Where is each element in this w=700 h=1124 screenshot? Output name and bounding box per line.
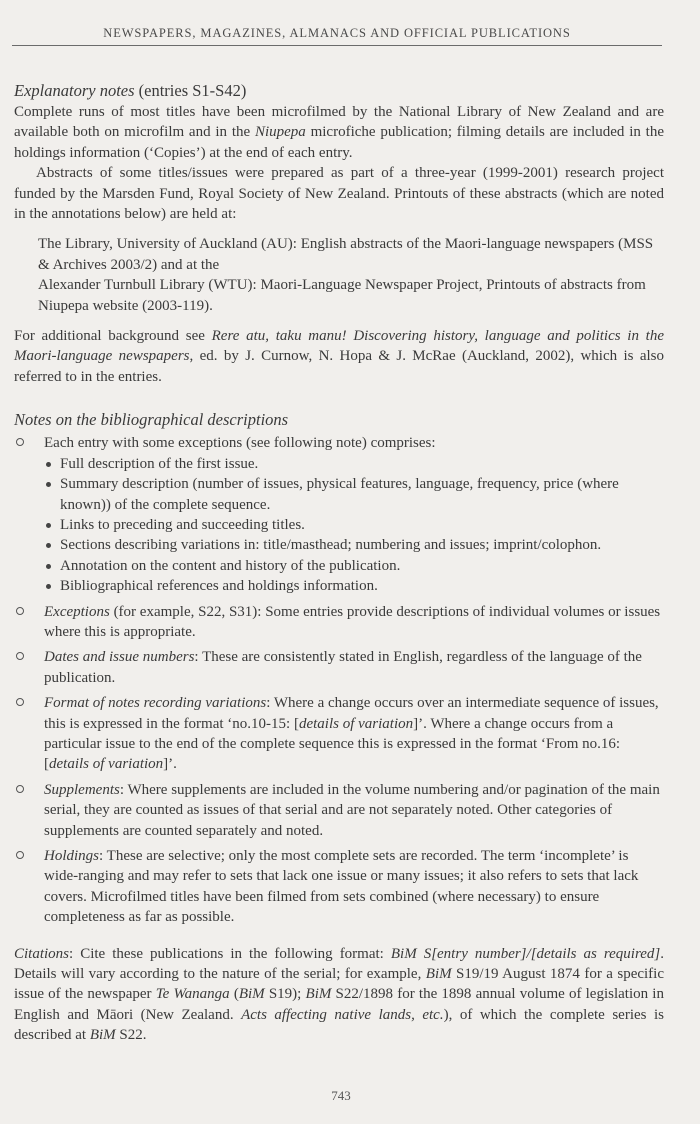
circle-bullet-icon — [16, 652, 24, 660]
note-holdings: Holdings: These are selective; only the most complete sets are recorded. The term ‘incomplete’ is wide-ranging and may refer to sets that lack one issue or many issues; it also refers to sets that lack covers. Microfilmed titles have been filmed from sets combined (where necessary) to ensure completeness as far as possible. — [14, 846, 664, 928]
note-exceptions: Exceptions (for example, S22, S31): Some entries provide descriptions of individual volumes or issues where this is appropriate. — [14, 602, 664, 643]
bullet-icon — [46, 462, 51, 467]
page-body — [14, 80, 664, 1046]
running-header: NEWSPAPERS, MAGAZINES, ALMANACS AND OFFICIAL PUBLICATIONS — [12, 26, 662, 46]
bullet-icon — [46, 523, 51, 528]
circle-bullet-icon — [16, 607, 24, 615]
note-dates: Dates and issue numbers: These are consistently stated in English, regardless of the language of the publication. — [14, 647, 664, 688]
list-item: Links to preceding and succeeding titles. — [44, 515, 664, 535]
list-item: Sections describing variations in: title/masthead; numbering and issues; imprint/colophon. — [44, 535, 664, 555]
entry-components-list — [44, 454, 664, 597]
bullet-icon — [46, 584, 51, 589]
notes-title: Notes on the bibliographical descriptions — [14, 410, 289, 430]
additional-background: For additional background see Rere atu, taku manu! Discovering history, language and politics in the Maori-language newspapers, ed. by J. Curnow, N. Hopa & J. McRae (Auckland, 2002), which is also referred to in the entries. — [14, 328, 664, 385]
note-supplements: Supplements: Where supplements are included in the volume numbering and/or pagination of the main serial, they are counted as issues of that serial and are not separately noted. Other categories of supplements are counted separately and noted. — [14, 780, 664, 841]
list-item: Summary description (number of issues, physical features, language, frequency, price (where known)) of the complete sequence. — [44, 474, 664, 515]
note-format: Format of notes recording variations: Where a change occurs over an intermediate sequence of issues, this is expressed in the format ‘no.10-15: [details of variation]’. Where a change occurs from a particular issue to the end of the complete sequence this is expressed in the format ‘From no.16: [details of variation]’. — [14, 693, 664, 775]
explanatory-notes-title: Explanatory notes (entries S1-S42) — [14, 81, 247, 100]
bullet-icon — [46, 482, 51, 487]
circle-bullet-icon — [16, 698, 24, 706]
explanatory-paragraph-2: Abstracts of some titles/issues were prepared as part of a three-year (1999-2001) research project funded by the Marsden Fund, Royal Society of New Zealand. Printouts of these abstracts (which are noted in the annotations below) are held at: — [14, 165, 664, 223]
page-number: 743 — [331, 1088, 351, 1103]
circle-bullet-icon — [16, 851, 24, 859]
circle-bullet-icon — [16, 438, 24, 446]
bullet-icon — [46, 543, 51, 548]
explanatory-paragraph-1: Complete runs of most titles have been microfilmed by the National Library of New Zealand and are available both on microfilm and in the Niupepa microfiche publication; filming details are included in the holdings information (‘Copies’) at the end of each entry. — [14, 104, 664, 161]
list-item: Annotation on the content and history of the publication. — [44, 556, 664, 576]
citations-paragraph: Citations: Cite these publications in the following format: BiM S[entry number]/[details as required]. Details will vary according to the nature of the serial; for example, BiM S19/19 August 1874 for a specific issue of the newspaper Te Wananga (BiM S19); BiM S22/1898 for the 1898 annual volume of legislation in English and Māori (New Zealand. Acts affecting native lands, etc.), of which the complete series is described at BiM S22. — [14, 945, 665, 1044]
circle-bullet-icon — [16, 785, 24, 793]
holding-locations — [38, 234, 664, 316]
location-auckland: The Library, University of Auckland (AU): English abstracts of the Maori-language newspapers (MSS & Archives 2003/2) and at the — [38, 236, 654, 273]
note-entry-structure: Each entry with some exceptions (see following note) comprises: Full description of the first issue. Summary description (number of issues, physical features, language, frequency, price (where known)) of the complete sequence. Links to preceding and succeeding titles. Sections describing variations in: title/masthead; numbering and issues; imprint/colophon. Annotation on the content and history of the publication. Bibliographical references and holdings information. — [14, 433, 664, 596]
notes-list — [14, 433, 664, 927]
list-item: Full description of the first issue. — [44, 454, 664, 474]
list-item: Bibliographical references and holdings information. — [44, 576, 664, 596]
location-turnbull: Alexander Turnbull Library (WTU): Maori-Language Newspaper Project, Printouts of abstracts from Niupepa website (2003-119). — [38, 277, 646, 314]
bullet-icon — [46, 564, 51, 569]
